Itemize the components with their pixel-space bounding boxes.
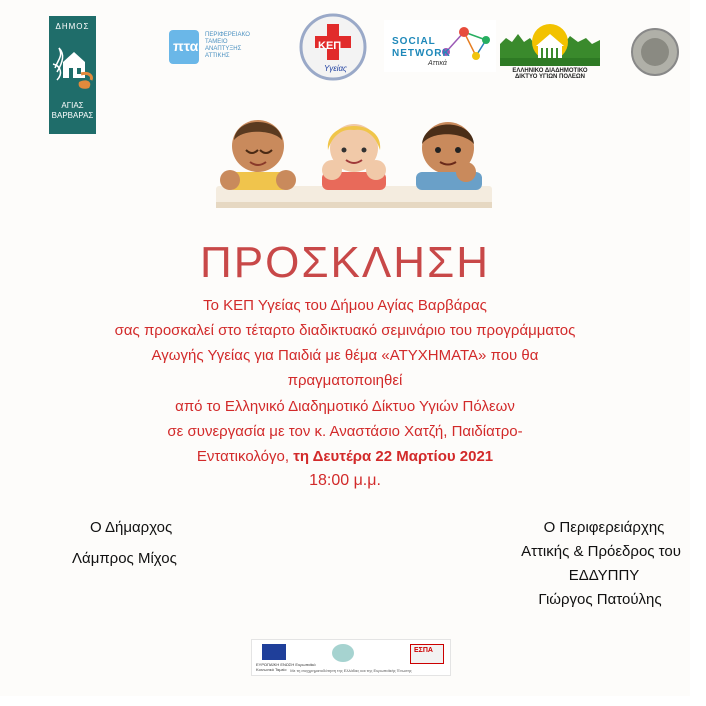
mayor-name: Λάμπρος Μίχος (72, 550, 177, 567)
children-illustration (216, 110, 492, 214)
event-time: 18:00 μ.μ. (309, 472, 381, 489)
body-line-7-text: Εντατικολόγο, (196, 448, 294, 465)
region-attica-seal-icon (631, 28, 679, 76)
funding-banner (251, 639, 451, 676)
social-logo-line2: NETWORK (392, 48, 451, 59)
invitation-title: ΠΡΟΣΚΛΗΣΗ (199, 238, 491, 287)
right-margin (690, 0, 706, 706)
body-line-3: Αγωγής Υγείας για Παιδιά με θέμα «ΑΤΥΧΗΜΑΤΑ» που θα (151, 347, 539, 364)
pta-logo-text: πτα (173, 38, 199, 54)
pta-attikis-logo (157, 24, 277, 70)
funding-note: Με τη συγχρηματοδότηση της Ελλάδας και της Ευρωπαϊκής Ένωσης (290, 668, 412, 673)
kep-logo-text: ΚΕΠ (318, 40, 342, 52)
body-line-1: Το ΚΕΠ Υγείας του Δήμου Αγίας Βαρβάρας (203, 297, 487, 314)
dimos-logo-bottom-text: ΒΑΡΒΑΡΑΣ (51, 111, 94, 120)
body-line-2: σας προσκαλεί στο τέταρτο διαδικτυακό σεμινάριο του προγράμματος (114, 322, 576, 339)
kep-logo-sub: Υγείας (324, 64, 347, 73)
body-line-4: πραγματοποιηθεί (287, 372, 403, 389)
governor-role-3: ΕΔΔΥΠΠΥ (568, 567, 640, 584)
social-logo-line3: Αττικά (428, 60, 447, 67)
church-icon (49, 38, 96, 98)
body-line-5: από το Ελληνικό Διαδημοτικό Δίκτυο Υγιών Πόλεων (175, 398, 515, 415)
dimos-logo-mid-text: ΑΓΙΑΣ (61, 101, 84, 110)
governor-role-2: Αττικής & Πρόεδρος του (521, 543, 681, 560)
body-line-6: σε συνεργασία με τον κ. Αναστάσιο Χατζή, Παιδίατρο- (167, 423, 523, 440)
eu-flag-icon (262, 644, 286, 660)
social-logo-line1: SOCIAL (392, 36, 436, 47)
pta-logo-lines: ΠΕΡΙΦΕΡΕΙΑΚΟ ΤΑΜΕΙΟ ΑΝΑΠΤΥΞΗΣ ΑΤΤΙΚΗΣ (205, 32, 250, 59)
governor-role-1: Ο Περιφερειάρχης (543, 519, 665, 536)
dimos-agias-varvaras-logo (49, 16, 96, 134)
governor-name: Γιώργος Πατούλης (538, 591, 662, 608)
event-date: τη Δευτέρα 22 Μαρτίου 2021 (293, 448, 494, 465)
espa-logo-text: ΕΣΠΑ (414, 647, 433, 654)
healthy-cities-caption: ΕΛΛΗΝΙΚΟ ΔΙΑΔΗΜΟΤΙΚΟ ΔΙΚΤΥΟ ΥΓΙΩΝ ΠΟΛΕΩΝ (512, 68, 588, 80)
acropolis-icon (498, 16, 602, 68)
programme-logo-icon (332, 644, 354, 662)
body-line-7 (0, 447, 690, 467)
espa-logo (410, 644, 444, 664)
kep-ygeias-logo (298, 12, 368, 82)
dimos-logo-top-text: ΔΗΜΟΣ (55, 22, 90, 31)
mayor-role: Ο Δήμαρχος (90, 519, 173, 536)
eu-text: ΕΥΡΩΠΑΪΚΗ ΕΝΩΣΗ Ευρωπαϊκό Κοινωνικό Ταμείο (256, 662, 316, 672)
social-network-attika-logo (384, 20, 496, 72)
healthy-cities-network-logo (498, 16, 602, 80)
